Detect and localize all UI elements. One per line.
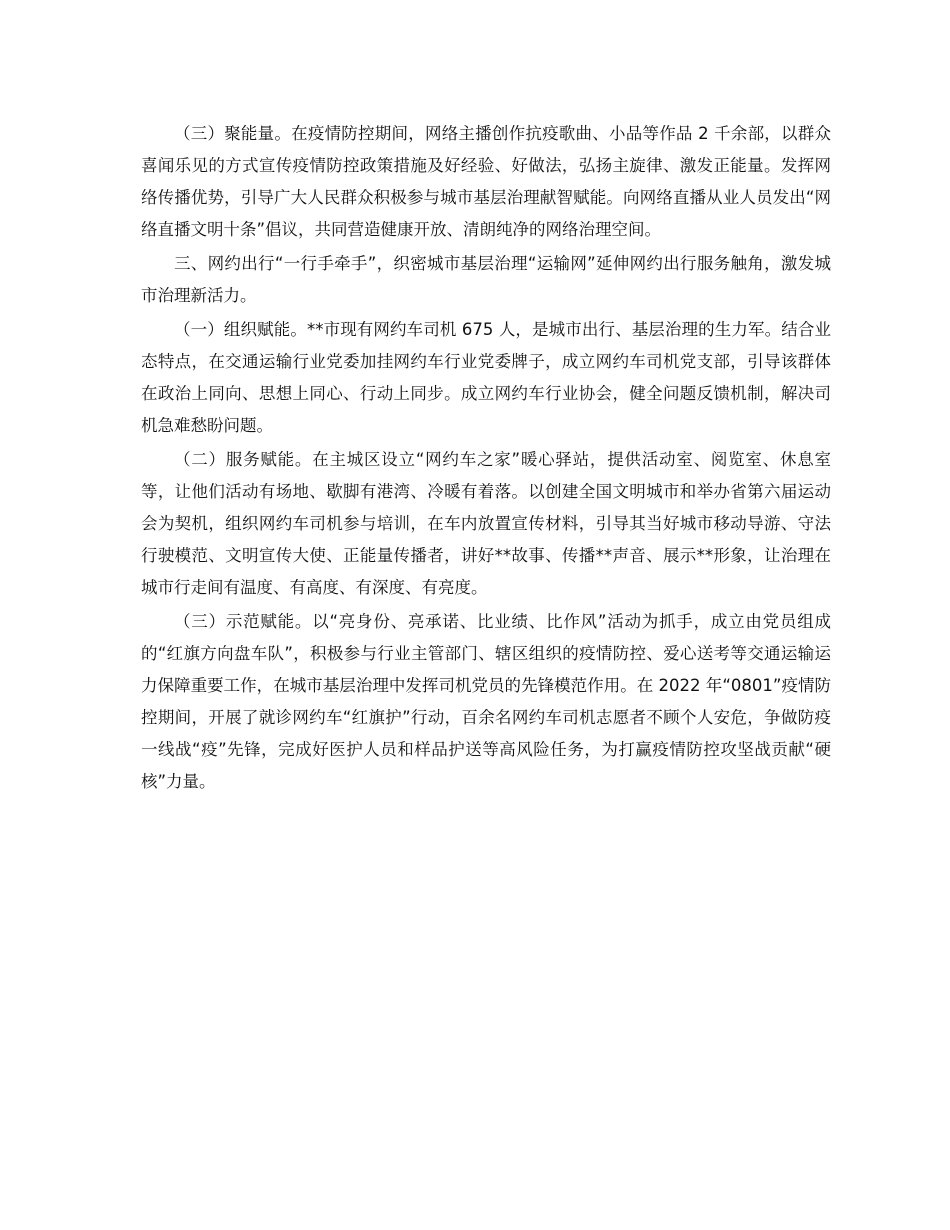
section-heading-ride-hailing: 三、网约出行“一行手牵手”，织密城市基层治理“运输网”延伸网约出行服务触角，激发城市治理新活力。 (141, 254, 831, 305)
paragraph-organization-empowerment: （一）组织赋能。**市现有网约车司机 675 人，是城市出行、基层治理的生力军。结合业态特点，在交通运输行业党委加挂网约车行业党委牌子，成立网约车司机党支部，引导该群体在政治上同向、思想上同心、行动上同步。成立网约车行业协会，健全问题反馈机制，解决司机急难愁盼问题。 (141, 320, 831, 435)
document-body (141, 118, 831, 800)
paragraph-demonstration-empowerment: （三）示范赋能。以“亮身份、亮承诺、比业绩、比作风”活动为抓手，成立由党员组成的“红旗方向盘车队”，积极参与行业主管部门、辖区组织的疫情防控、爱心送考等交通运输运力保障重要工作，在城市基层治理中发挥司机党员的先锋模范作用。在 2022 年“0801”疫情防控期间，开展了就诊网约车“红旗护”行动，百余名网约车司机志愿者不顾个人安危，争做防疫一线战“疫”先锋，完成好医护人员和样品护送等高风险任务，为打赢疫情防控攻坚战贡献“硬核”力量。 (141, 612, 831, 791)
paragraph-gather-energy: （三）聚能量。在疫情防控期间，网络主播创作抗疫歌曲、小品等作品 2 千余部，以群众喜闻乐见的方式宣传疫情防控政策措施及好经验、好做法，弘扬主旋律、激发正能量。发挥网络传播优势，引导广大人民群众积极参与城市基层治理献智赋能。向网络直播从业人员发出“网络直播文明十条”倡议，共同营造健康开放、清朗纯净的网络治理空间。 (141, 124, 831, 239)
paragraph-service-empowerment: （二）服务赋能。在主城区设立“网约车之家”暖心驿站，提供活动室、阅览室、休息室等，让他们活动有场地、歇脚有港湾、冷暖有着落。以创建全国文明城市和举办省第六届运动会为契机，组织网约车司机参与培训，在车内放置宣传材料，引导其当好城市移动导游、守法行驶模范、文明宣传大使、正能量传播者，讲好**故事、传播**声音、展示**形象，让治理在城市行走间有温度、有高度、有深度、有亮度。 (141, 450, 831, 597)
